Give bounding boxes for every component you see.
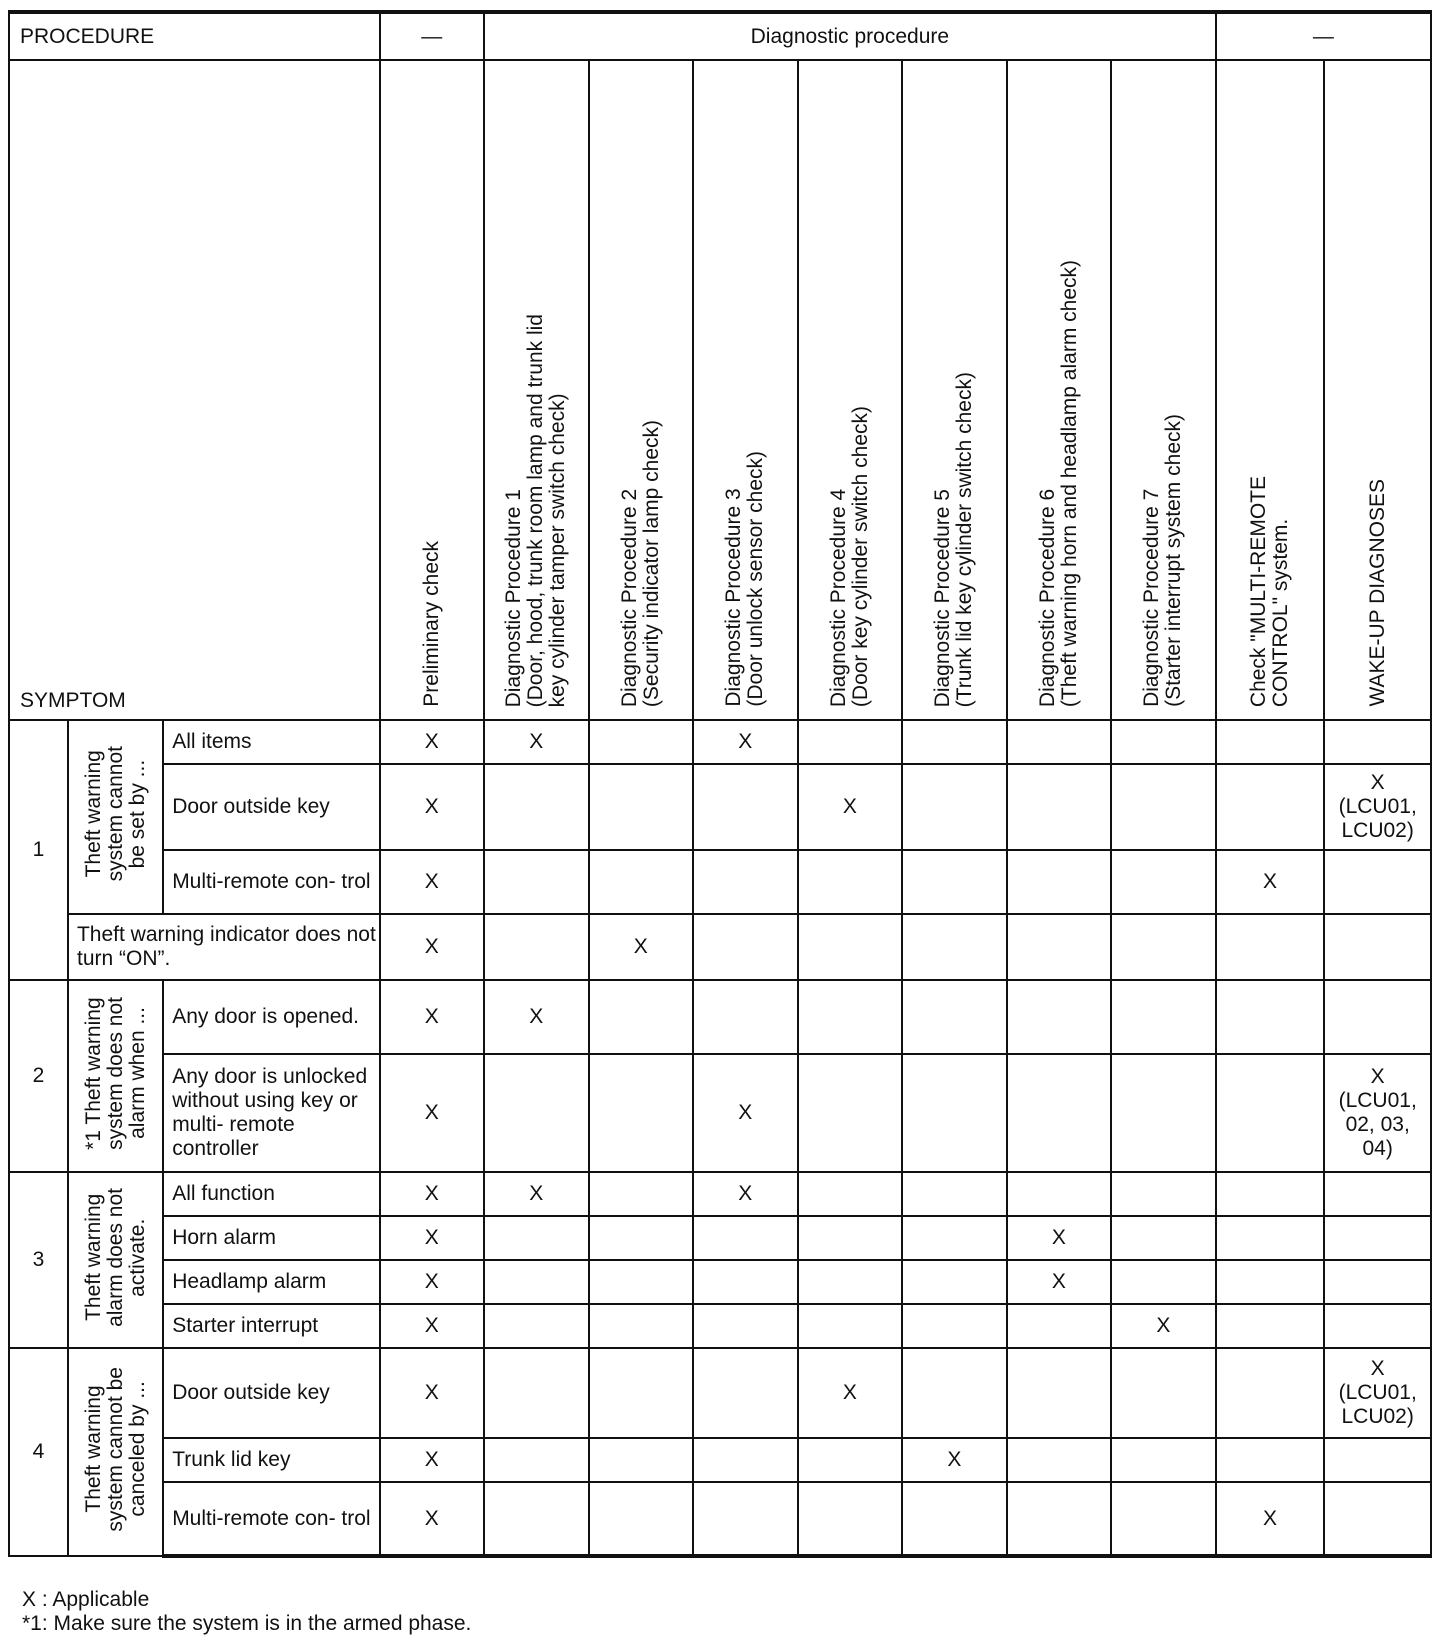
- applicable-mark: [1111, 980, 1216, 1054]
- applicable-mark: [484, 1438, 589, 1482]
- applicable-mark: [1111, 720, 1216, 764]
- applicable-mark: [1007, 1348, 1112, 1438]
- applicable-mark: [589, 1260, 694, 1304]
- applicable-mark: [1111, 1172, 1216, 1216]
- applicable-mark: X: [380, 764, 485, 850]
- applicable-mark: [1216, 1216, 1325, 1260]
- symptom-number: 3: [9, 1172, 68, 1348]
- dash-header-right: —: [1216, 12, 1431, 60]
- applicable-mark: X: [380, 1348, 485, 1438]
- table-row: [9, 850, 1431, 914]
- applicable-mark: [589, 720, 694, 764]
- applicable-mark: X: [484, 720, 589, 764]
- applicable-mark: X: [380, 1482, 485, 1556]
- symptom-item-label: Theft warning indicator does not turn “ON”.: [68, 914, 380, 980]
- applicable-mark: [798, 1482, 903, 1556]
- applicable-mark: X: [380, 980, 485, 1054]
- applicable-mark: [484, 1260, 589, 1304]
- applicable-mark: [693, 1260, 798, 1304]
- applicable-mark: [798, 1216, 903, 1260]
- applicable-mark: [589, 1482, 694, 1556]
- applicable-mark: X: [693, 720, 798, 764]
- applicable-mark: [484, 850, 589, 914]
- table-row: [9, 1172, 1431, 1216]
- applicable-mark: [693, 1304, 798, 1348]
- column-header: [693, 60, 798, 720]
- symptom-group-text: *1 Theft warning system does not alarm when ...: [81, 996, 149, 1150]
- applicable-mark: [589, 1304, 694, 1348]
- applicable-mark: [1324, 850, 1431, 914]
- symptom-item-label: All items: [163, 720, 379, 764]
- applicable-mark: [693, 914, 798, 980]
- legend: [22, 1588, 471, 1636]
- applicable-mark: [798, 1260, 903, 1304]
- symptom-item-label: Trunk lid key: [163, 1438, 379, 1482]
- applicable-mark: [1324, 1438, 1431, 1482]
- applicable-mark: [693, 1348, 798, 1438]
- applicable-mark: X: [902, 1438, 1007, 1482]
- applicable-mark: X: [484, 980, 589, 1054]
- applicable-mark: [1007, 764, 1112, 850]
- diagnosis-chart: [8, 10, 1432, 1635]
- applicable-mark: [1007, 1304, 1112, 1348]
- table-row: [9, 1482, 1431, 1556]
- symptom-number: 2: [9, 980, 68, 1172]
- applicable-mark: X: [589, 914, 694, 980]
- column-header-label: Diagnostic Procedure 7 (Starter interrupt system check): [1140, 414, 1186, 707]
- column-header: [1007, 60, 1112, 720]
- applicable-mark: [484, 1216, 589, 1260]
- symptom-item-label: Horn alarm: [163, 1216, 379, 1260]
- applicable-mark: [589, 764, 694, 850]
- applicable-mark: [902, 764, 1007, 850]
- applicable-mark: X: [798, 764, 903, 850]
- symptom-number: 4: [9, 1348, 68, 1556]
- applicable-mark: [1216, 1054, 1325, 1172]
- legend-footnote: *1: Make sure the system is in the armed phase.: [22, 1612, 472, 1635]
- applicable-mark: [1216, 1348, 1325, 1438]
- applicable-mark: [902, 1348, 1007, 1438]
- table-row: [9, 1438, 1431, 1482]
- symptom-group-text: Theft warning system cannot be canceled by ...: [81, 1366, 149, 1532]
- symptom-item-label: Door outside key: [163, 764, 379, 850]
- applicable-mark: [1007, 1172, 1112, 1216]
- applicable-mark: [1324, 1216, 1431, 1260]
- applicable-mark: [798, 1172, 903, 1216]
- applicable-mark: [798, 1438, 903, 1482]
- table-row: [9, 914, 1431, 980]
- applicable-mark: [484, 1054, 589, 1172]
- applicable-mark: [1216, 1172, 1325, 1216]
- applicable-mark: X: [693, 1054, 798, 1172]
- column-header: [902, 60, 1007, 720]
- applicable-mark: [1007, 850, 1112, 914]
- applicable-mark: [693, 764, 798, 850]
- applicable-mark: [484, 1482, 589, 1556]
- symptom-number: 1: [9, 720, 68, 980]
- applicable-mark: [1007, 914, 1112, 980]
- symptom-group-label: [68, 980, 163, 1172]
- symptom-item-label: Headlamp alarm: [163, 1260, 379, 1304]
- applicable-mark: [1324, 1304, 1431, 1348]
- applicable-mark: X: [380, 1172, 485, 1216]
- symptom-item-label: Any door is opened.: [163, 980, 379, 1054]
- legend-applicable: X : Applicable: [22, 1588, 150, 1611]
- applicable-mark: X: [380, 1054, 485, 1172]
- applicable-mark: X (LCU01, LCU02): [1324, 1348, 1431, 1438]
- applicable-mark: [1111, 1348, 1216, 1438]
- diagnostic-procedure-header: Diagnostic procedure: [484, 12, 1216, 60]
- symptom-header: SYMPTOM: [9, 60, 380, 720]
- symptom-item-label: Multi-remote con- trol: [163, 1482, 379, 1556]
- applicable-mark: [902, 720, 1007, 764]
- applicable-mark: [693, 1482, 798, 1556]
- table-row: [9, 1260, 1431, 1304]
- applicable-mark: X: [798, 1348, 903, 1438]
- applicable-mark: [902, 1304, 1007, 1348]
- applicable-mark: [693, 1216, 798, 1260]
- symptom-group-text: Theft warning alarm does not activate.: [81, 1187, 149, 1327]
- applicable-mark: X: [380, 1304, 485, 1348]
- table-row: [9, 1216, 1431, 1260]
- symptom-group-label: [68, 1172, 163, 1348]
- column-header-label: Check "MULTI-REMOTE CONTROL" system.: [1247, 475, 1293, 707]
- applicable-mark: [693, 850, 798, 914]
- applicable-mark: [1111, 1054, 1216, 1172]
- applicable-mark: [1216, 764, 1325, 850]
- applicable-mark: X: [1111, 1304, 1216, 1348]
- applicable-mark: [902, 850, 1007, 914]
- column-header: [1324, 60, 1431, 720]
- table-row: [9, 720, 1431, 764]
- applicable-mark: [902, 1260, 1007, 1304]
- applicable-mark: [1324, 720, 1431, 764]
- applicable-mark: [484, 914, 589, 980]
- applicable-mark: [1007, 1482, 1112, 1556]
- applicable-mark: [484, 764, 589, 850]
- applicable-mark: X: [1007, 1216, 1112, 1260]
- table-row: [9, 764, 1431, 850]
- symptom-group-label: [68, 1348, 163, 1556]
- symptom-item-label: All function: [163, 1172, 379, 1216]
- applicable-mark: [1216, 720, 1325, 764]
- applicable-mark: X (LCU01, LCU02): [1324, 764, 1431, 850]
- applicable-mark: X (LCU01, 02, 03, 04): [1324, 1054, 1431, 1172]
- applicable-mark: [798, 914, 903, 980]
- symptom-item-label: Door outside key: [163, 1348, 379, 1438]
- column-header: [1216, 60, 1325, 720]
- applicable-mark: [589, 1348, 694, 1438]
- applicable-mark: X: [1007, 1260, 1112, 1304]
- applicable-mark: X: [1216, 850, 1325, 914]
- column-header: [798, 60, 903, 720]
- applicable-mark: [1007, 980, 1112, 1054]
- applicable-mark: [798, 720, 903, 764]
- column-header-label: Diagnostic Procedure 6 (Theft warning horn and headlamp alarm check): [1035, 259, 1081, 707]
- column-header-label: Diagnostic Procedure 1 (Door, hood, trunk room lamp and trunk lid key cylinder tamper switch check): [502, 313, 570, 707]
- applicable-mark: [589, 980, 694, 1054]
- applicable-mark: [1111, 764, 1216, 850]
- applicable-mark: [1111, 850, 1216, 914]
- column-header: [380, 60, 485, 720]
- applicable-mark: [1007, 1054, 1112, 1172]
- column-header: [484, 60, 589, 720]
- applicable-mark: [1324, 1172, 1431, 1216]
- applicable-mark: [798, 850, 903, 914]
- table-row: [9, 1348, 1431, 1438]
- applicable-mark: [693, 980, 798, 1054]
- column-header-label: Diagnostic Procedure 5 (Trunk lid key cylinder switch check): [931, 371, 977, 707]
- applicable-mark: [902, 1054, 1007, 1172]
- applicable-mark: [798, 1304, 903, 1348]
- applicable-mark: X: [1216, 1482, 1325, 1556]
- symptom-group-text: Theft warning system cannot be set by ...: [81, 746, 149, 882]
- applicable-mark: [902, 1482, 1007, 1556]
- applicable-mark: [1324, 914, 1431, 980]
- dash-header-left: —: [380, 12, 485, 60]
- column-header: [1111, 60, 1216, 720]
- applicable-mark: [902, 1216, 1007, 1260]
- applicable-mark: [798, 980, 903, 1054]
- applicable-mark: [1111, 1438, 1216, 1482]
- applicable-mark: [1111, 1216, 1216, 1260]
- applicable-mark: [1111, 1260, 1216, 1304]
- column-header-label: Diagnostic Procedure 3 (Door unlock sensor check): [722, 451, 768, 707]
- applicable-mark: [589, 850, 694, 914]
- applicable-mark: [484, 1348, 589, 1438]
- applicable-mark: [1216, 980, 1325, 1054]
- applicable-mark: [484, 1304, 589, 1348]
- applicable-mark: X: [693, 1172, 798, 1216]
- applicable-mark: [1324, 1482, 1431, 1556]
- symptom-item-label: Any door is unlocked without using key or multi- remote controller: [163, 1054, 379, 1172]
- applicable-mark: X: [380, 1438, 485, 1482]
- applicable-mark: [589, 1172, 694, 1216]
- column-header-label: Diagnostic Procedure 4 (Door key cylinder switch check): [826, 405, 872, 707]
- column-header: [589, 60, 694, 720]
- applicable-mark: X: [380, 914, 485, 980]
- table-row: [9, 980, 1431, 1054]
- applicable-mark: X: [380, 1216, 485, 1260]
- applicable-mark: [589, 1438, 694, 1482]
- applicable-mark: X: [484, 1172, 589, 1216]
- symptom-group-label: [68, 720, 163, 914]
- symptom-item-label: Multi-remote con- trol: [163, 850, 379, 914]
- applicable-mark: [902, 1172, 1007, 1216]
- applicable-mark: [902, 980, 1007, 1054]
- column-header-label: WAKE-UP DIAGNOSES: [1365, 479, 1389, 707]
- applicable-mark: [1007, 720, 1112, 764]
- column-header-label: Preliminary check: [419, 541, 443, 707]
- applicable-mark: [902, 914, 1007, 980]
- applicable-mark: [1216, 1304, 1325, 1348]
- procedure-header: PROCEDURE: [9, 12, 380, 60]
- applicable-mark: [1324, 980, 1431, 1054]
- applicable-mark: X: [380, 850, 485, 914]
- applicable-mark: [693, 1438, 798, 1482]
- applicable-mark: [589, 1216, 694, 1260]
- applicable-mark: X: [380, 1260, 485, 1304]
- applicable-mark: X: [380, 720, 485, 764]
- symptom-procedure-table: [8, 10, 1432, 1558]
- applicable-mark: [1216, 1438, 1325, 1482]
- column-header-label: Diagnostic Procedure 2 (Security indicator lamp check): [617, 419, 663, 707]
- applicable-mark: [1111, 1482, 1216, 1556]
- applicable-mark: [589, 1054, 694, 1172]
- applicable-mark: [1324, 1260, 1431, 1304]
- applicable-mark: [1111, 914, 1216, 980]
- table-row: [9, 1304, 1431, 1348]
- applicable-mark: [1216, 914, 1325, 980]
- applicable-mark: [1216, 1260, 1325, 1304]
- applicable-mark: [798, 1054, 903, 1172]
- table-row: [9, 1054, 1431, 1172]
- applicable-mark: [1007, 1438, 1112, 1482]
- symptom-item-label: Starter interrupt: [163, 1304, 379, 1348]
